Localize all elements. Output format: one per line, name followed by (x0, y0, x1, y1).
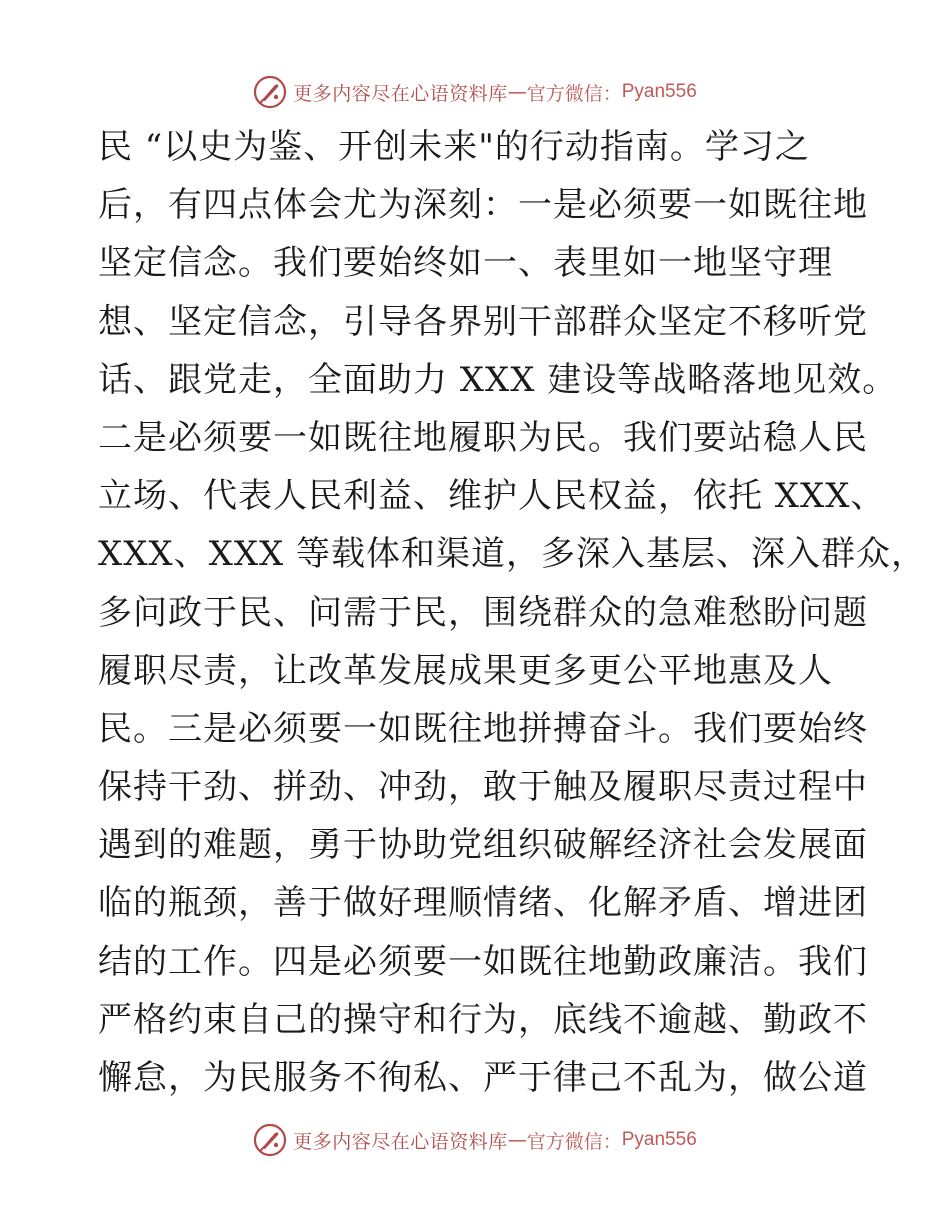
body-line: 多问政于民、问需于民，围绕群众的急难愁盼问题 (98, 592, 868, 633)
body-line: 结的工作。四是必须要一如既往地勤政廉洁。我们 (98, 941, 868, 982)
body-line: 二是必须要一如既往地履职为民。我们要站稳人民 (98, 417, 868, 458)
watermark-main-text: 更多内容尽在心语资料库 (293, 1130, 508, 1153)
body-line: 临的瓶颈，善于做好理顺情绪、化解矛盾、增进团 (98, 883, 868, 924)
watermark-main-text: 更多内容尽在心语资料库 (293, 82, 508, 105)
watermark-wechat-label: 官方微信： (526, 1130, 622, 1153)
watermark-wechat-label: 官方微信： (526, 82, 622, 105)
body-line: 话、跟党走，全面助力 XXX 建设等战略落地见效。 (98, 359, 898, 400)
body-line: 履职尽责，让改革发展成果更多更公平地惠及人 (98, 650, 833, 691)
footer-watermark-banner (0, 1120, 950, 1160)
body-line: 民 “以史为鉴、开创未来"的行动指南。学习之 (98, 127, 810, 167)
feather-pen-logo-icon (253, 75, 287, 109)
body-line: 坚定信念。我们要始终如一、表里如一地坚守理 (98, 243, 833, 284)
watermark-separator: — (507, 1129, 527, 1151)
body-line: 后，有四点体会尤为深刻：一是必须要一如既往地 (98, 185, 868, 226)
body-line: 想、坚定信念，引导各界别干部群众坚定不移听党 (98, 301, 868, 342)
body-line: XXX、XXX 等载体和渠道，多深入基层、深入群众， (98, 534, 927, 575)
body-line: 懈怠，为民服务不徇私、严于律己不乱为，做公道 (98, 1058, 868, 1098)
body-line: 立场、代表人民利益、维护人民权益，依托 XXX、 (98, 476, 886, 517)
body-line: 民。三是必须要一如既往地拼搏奋斗。我们要始终 (98, 708, 868, 749)
document-body (98, 118, 927, 1107)
body-line: 保持干劲、拼劲、冲劲，敢于触及履职尽责过程中 (98, 767, 868, 808)
body-line: 严格约束自己的操守和行为，底线不逾越、勤政不 (98, 999, 868, 1040)
watermark-separator: — (507, 81, 527, 103)
feather-pen-logo-icon (253, 1123, 287, 1157)
body-line: 遇到的难题，勇于协助党组织破解经济社会发展面 (98, 825, 868, 866)
watermark-wechat-id: Pyan556 (621, 81, 697, 102)
header-watermark-banner (0, 72, 950, 112)
watermark-wechat-id: Pyan556 (621, 1129, 697, 1150)
